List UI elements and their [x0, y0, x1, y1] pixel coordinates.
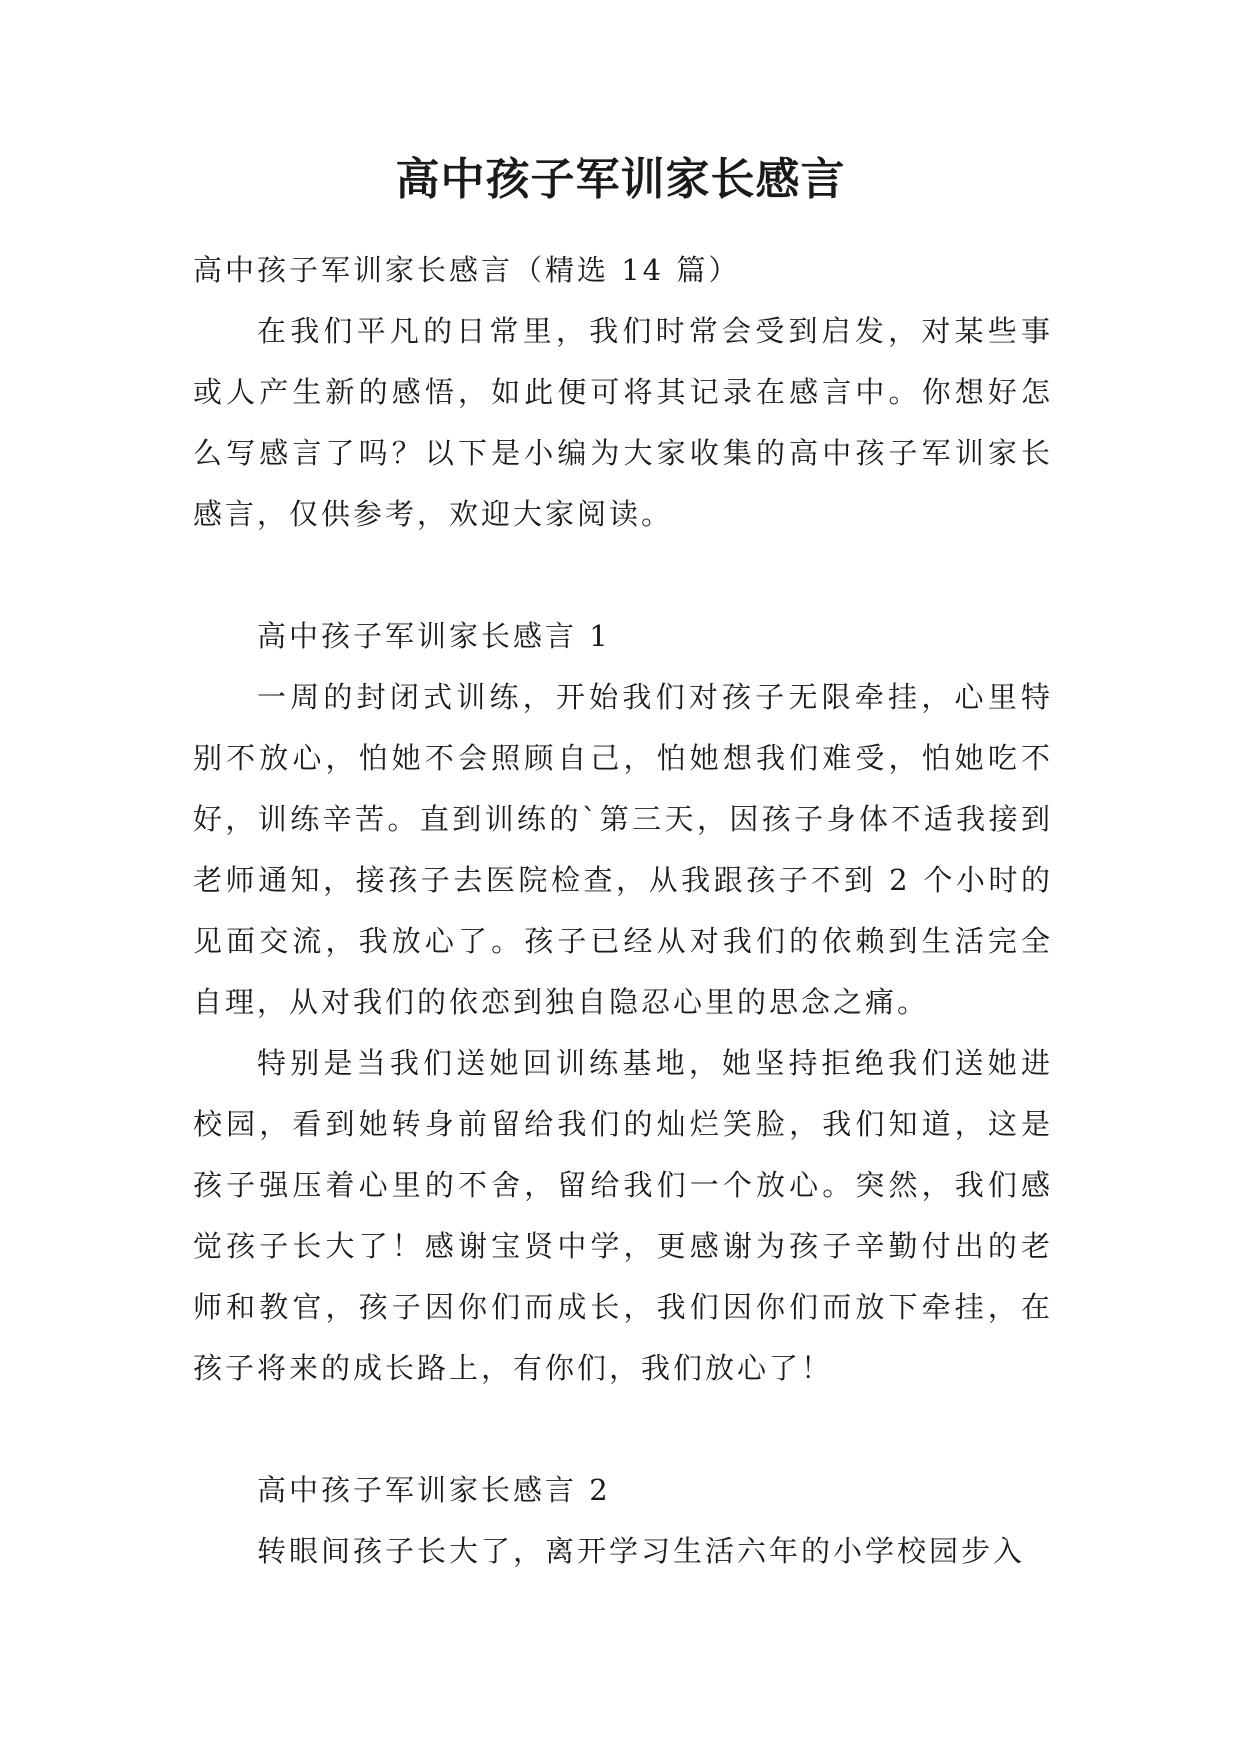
- section-2-paragraph-1: 转眼间孩子长大了，离开学习生活六年的小学校园步入: [257, 1534, 1026, 1568]
- document-body: [193, 240, 1053, 1582]
- section-heading-2: 高中孩子军训家长感言 2: [257, 1473, 611, 1507]
- section-heading-1: 高中孩子军训家长感言 1: [257, 619, 611, 653]
- intro-paragraph: 在我们平凡的日常里，我们时常会受到启发，对某些事或人产生新的感悟，如此便可将其记录在感言中。你想好怎么写感言了吗？以下是小编为大家收集的高中孩子军训家长感言，仅供参考，欢迎大家阅读。: [193, 314, 1053, 531]
- section-1-paragraph-2: 特别是当我们送她回训练基地，她坚持拒绝我们送她进校园，看到她转身前留给我们的灿烂笑脸，我们知道，这是孩子强压着心里的不舍，留给我们一个放心。突然，我们感觉孩子长大了！感谢宝贤中学，更感谢为孩子辛勤付出的老师和教官，孩子因你们而成长，我们因你们而放下牵挂，在孩子将来的成长路上，有你们，我们放心了！: [193, 1046, 1053, 1385]
- document-subtitle: 高中孩子军训家长感言（精选 14 篇）: [193, 253, 741, 287]
- document-title: 高中孩子军训家长感言: [395, 154, 846, 205]
- section-1-paragraph-1: 一周的封闭式训练，开始我们对孩子无限牵挂，心里特别不放心，怕她不会照顾自己，怕她想我们难受，怕她吃不好，训练辛苦。直到训练的`第三天，因孩子身体不适我接到老师通知，接孩子去医院检查，从我跟孩子不到 2 个小时的见面交流，我放心了。孩子已经从对我们的依赖到生活完全自理，从对我们的依恋到独自隐忍心里的思念之痛。: [193, 680, 1053, 1019]
